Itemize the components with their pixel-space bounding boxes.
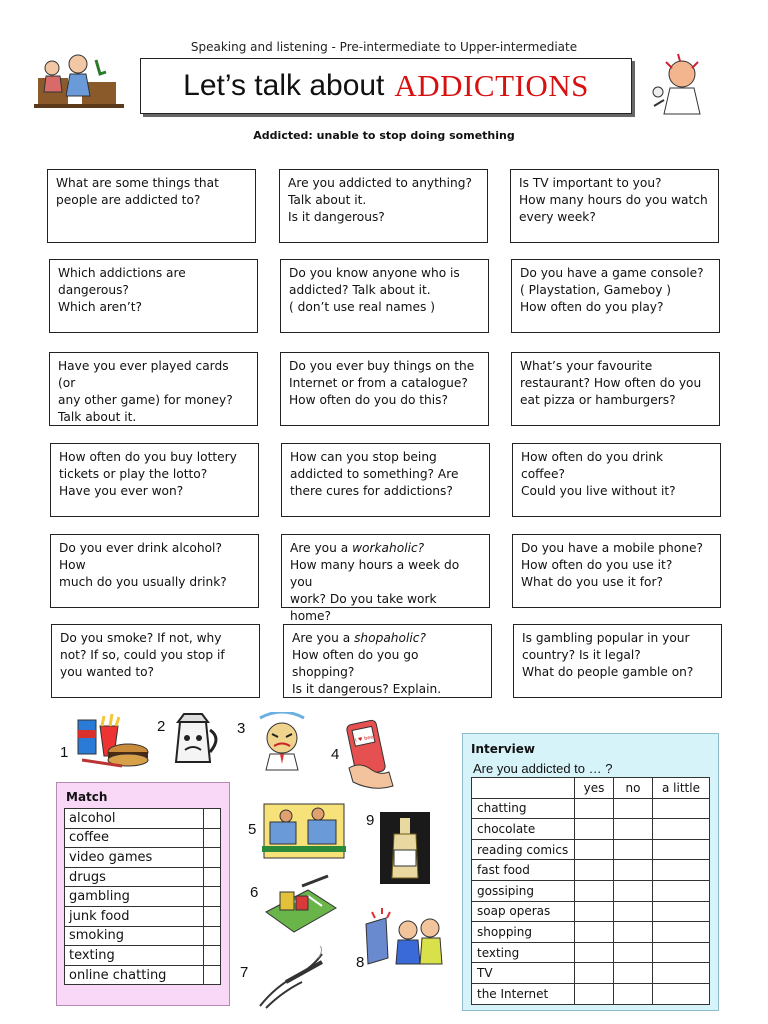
interview-cell-no[interactable] (614, 798, 653, 819)
match-answer-cell[interactable] (204, 926, 221, 946)
subtitle: Speaking and listening - Pre-intermediate to Upper-intermediate (190, 40, 578, 54)
question-card-1: What are some things that people are addicted to? (47, 169, 256, 243)
alcohol-bottle-icon (380, 812, 430, 884)
match-table (64, 808, 221, 985)
interview-row (472, 901, 710, 922)
interview-row-label: chatting (472, 798, 575, 819)
interview-cell-yes[interactable] (575, 901, 614, 922)
question-card-17 (283, 624, 492, 698)
match-box (56, 782, 230, 1006)
interview-cell-yes[interactable] (575, 983, 614, 1004)
match-word: junk food (65, 906, 204, 926)
interview-cell-no[interactable] (614, 880, 653, 901)
question-card-8: Do you ever buy things on the Internet or from a catalogue? How often do you do this? (280, 352, 489, 426)
picture-number-3: 3 (237, 720, 246, 737)
match-word: online chatting (65, 965, 204, 985)
definition: Addicted: unable to stop doing something (253, 129, 515, 142)
match-row (65, 965, 221, 985)
interview-table (471, 777, 710, 1005)
picture-number-6: 6 (250, 884, 259, 901)
interview-cell-yes[interactable] (575, 860, 614, 881)
question-card-15: Do you have a mobile phone? How often do you use it? What do you use it for? (512, 534, 721, 608)
interview-cell-no[interactable] (614, 942, 653, 963)
match-row (65, 887, 221, 907)
picture-number-7: 7 (240, 964, 249, 981)
match-word: smoking (65, 926, 204, 946)
title-highlight: ADDICTIONS (394, 68, 589, 103)
match-answer-cell[interactable] (204, 809, 221, 829)
question-card-9: What’s your favourite restaurant? How often do you eat pizza or hamburgers? (511, 352, 720, 426)
card-17-text: How often do you go shopping? Is it dangerous? Explain. (292, 648, 442, 696)
match-word: coffee (65, 828, 204, 848)
video-games-icon (262, 802, 346, 860)
texting-kids-icon (364, 906, 448, 970)
interview-row-label: soap operas (472, 901, 575, 922)
interview-row (472, 860, 710, 881)
cartoon-party-illustration (30, 48, 130, 114)
match-row (65, 946, 221, 966)
interview-title: Interview (471, 742, 535, 756)
question-card-11: How can you stop being addicted to something? Are there cures for addictions? (281, 443, 490, 517)
match-word: drugs (65, 867, 204, 887)
mobile-phone-icon (345, 718, 395, 790)
question-card-12: How often do you drink coffee? Could you live without it? (512, 443, 721, 517)
match-answer-cell[interactable] (204, 965, 221, 985)
interview-cell-a-little[interactable] (653, 860, 710, 881)
question-card-2: Are you addicted to anything? Talk about it. Is it dangerous? (279, 169, 488, 243)
card-14-italic-word: workaholic? (352, 541, 425, 555)
interview-cell-a-little[interactable] (653, 901, 710, 922)
match-row (65, 809, 221, 829)
picture-number-2: 2 (157, 718, 166, 735)
interview-row (472, 983, 710, 1004)
interview-row (472, 839, 710, 860)
picture-number-5: 5 (248, 821, 257, 838)
interview-row-label: reading comics (472, 839, 575, 860)
picture-number-1: 1 (60, 744, 69, 761)
interview-cell-yes[interactable] (575, 819, 614, 840)
match-answer-cell[interactable] (204, 887, 221, 907)
coffee-pot-icon (170, 710, 226, 768)
interview-cell-a-little[interactable] (653, 922, 710, 943)
interview-row (472, 922, 710, 943)
picture-number-9: 9 (366, 812, 375, 829)
cigarette-hand-icon (256, 946, 328, 1010)
interview-cell-a-little[interactable] (653, 963, 710, 984)
interview-col-no: no (614, 778, 653, 799)
interview-box (462, 733, 719, 1011)
interview-cell-a-little[interactable] (653, 880, 710, 901)
interview-col-a-little: a little (653, 778, 710, 799)
interview-cell-a-little[interactable] (653, 798, 710, 819)
cartoon-stressed-man-illustration (648, 48, 720, 118)
interview-cell-yes[interactable] (575, 942, 614, 963)
match-answer-cell[interactable] (204, 848, 221, 868)
question-card-6: Do you have a game console? ( Playstation, Gameboy ) How often do you play? (511, 259, 720, 333)
question-card-16: Do you smoke? If not, why not? If so, could you stop if you wanted to? (51, 624, 260, 698)
interview-cell-no[interactable] (614, 922, 653, 943)
card-17-italic-word: shopaholic? (354, 631, 426, 645)
gambling-chips-icon (262, 872, 338, 934)
match-answer-cell[interactable] (204, 946, 221, 966)
match-row (65, 926, 221, 946)
match-word: gambling (65, 887, 204, 907)
match-row (65, 867, 221, 887)
interview-cell-a-little[interactable] (653, 839, 710, 860)
match-word: video games (65, 848, 204, 868)
interview-row (472, 819, 710, 840)
question-card-13: Do you ever drink alcohol? How much do you usually drink? (50, 534, 259, 608)
match-row (65, 906, 221, 926)
phone-sign-text: I ♥ beer (354, 733, 377, 745)
question-card-4: Which addictions are dangerous? Which aren’t? (49, 259, 258, 333)
interview-row (472, 942, 710, 963)
interview-cell-no[interactable] (614, 963, 653, 984)
interview-row-label: shopping (472, 922, 575, 943)
interview-cell-a-little[interactable] (653, 819, 710, 840)
match-row (65, 828, 221, 848)
interview-cell-yes[interactable] (575, 963, 614, 984)
interview-cell-no[interactable] (614, 901, 653, 922)
picture-number-8: 8 (356, 954, 365, 971)
junk-food-icon (72, 712, 152, 774)
interview-row (472, 798, 710, 819)
interview-cell-a-little[interactable] (653, 942, 710, 963)
interview-cell-no[interactable] (614, 860, 653, 881)
interview-header-row (472, 778, 710, 799)
question-card-14 (281, 534, 490, 623)
interview-cell-no[interactable] (614, 819, 653, 840)
card-14-text: How many hours a week do you work? Do you take work home? (290, 558, 460, 623)
question-card-18: Is gambling popular in your country? Is it legal? What do people gamble on? (513, 624, 722, 698)
page-title (140, 58, 632, 114)
interview-row-label: texting (472, 942, 575, 963)
card-17-prefix: Are you a (292, 631, 355, 645)
match-answer-cell[interactable] (204, 906, 221, 926)
interview-header-blank (472, 778, 575, 799)
interview-row-label: TV (472, 963, 575, 984)
question-card-5: Do you know anyone who is addicted? Talk about it. ( don’t use real names ) (280, 259, 489, 333)
interview-cell-yes[interactable] (575, 798, 614, 819)
interview-row-label: the Internet (472, 983, 575, 1004)
interview-row (472, 880, 710, 901)
match-word: alcohol (65, 809, 204, 829)
question-card-3: Is TV important to you? How many hours do you watch every week? (510, 169, 719, 243)
interview-row-label: fast food (472, 860, 575, 881)
interview-row-label: gossiping (472, 880, 575, 901)
question-card-7: Have you ever played cards (or any other game) for money? Talk about it. (49, 352, 258, 426)
interview-cell-yes[interactable] (575, 839, 614, 860)
interview-cell-yes[interactable] (575, 880, 614, 901)
angry-man-icon (250, 712, 314, 772)
interview-question: Are you addicted to … ? (473, 761, 613, 776)
interview-cell-no[interactable] (614, 983, 653, 1004)
interview-row-label: chocolate (472, 819, 575, 840)
match-row (65, 848, 221, 868)
interview-cell-yes[interactable] (575, 922, 614, 943)
match-word: texting (65, 946, 204, 966)
card-14-prefix: Are you a (290, 541, 353, 555)
interview-cell-no[interactable] (614, 839, 653, 860)
picture-number-4: 4 (331, 746, 340, 763)
interview-row (472, 963, 710, 984)
interview-col-yes: yes (575, 778, 614, 799)
title-prefix: Let’s talk about (183, 69, 385, 102)
match-answer-cell[interactable] (204, 867, 221, 887)
match-title: Match (66, 790, 108, 804)
match-answer-cell[interactable] (204, 828, 221, 848)
interview-cell-a-little[interactable] (653, 983, 710, 1004)
question-card-10: How often do you buy lottery tickets or play the lotto? Have you ever won? (50, 443, 259, 517)
